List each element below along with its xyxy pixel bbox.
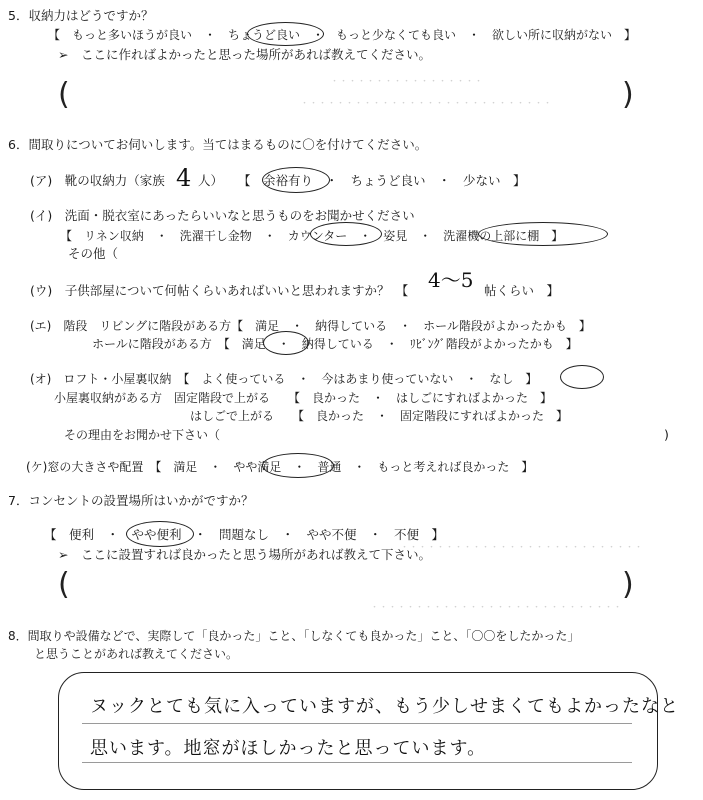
q6i-label: (イ) 洗面・脱衣室にあったらいいなと思うものをお聞かせください [30,208,415,223]
selected-circle [262,453,334,478]
q7-options: 【 便利 ・ やや便利 ・ 問題なし ・ やや不便 ・ 不便 】 [44,527,445,542]
q8-answer-box[interactable] [58,672,658,790]
q6o-close: ) [664,427,669,442]
answer-bracket-open: ( [58,567,70,602]
q5-sub: ➢ ここに作ればよかったと思った場所があれば教えてください。 [58,47,431,62]
q6i-options: 【 リネン収納 ・ 洗濯干し金物 ・ カウンター ・ 姿見 ・ 洗濯機の上部に棚 】 [60,229,564,243]
q6e-line2: ホールに階段がある方 【 満足 ・ 納得している ・ ﾘﾋﾞﾝｸﾞ階段がよかったかも 】 [92,337,578,351]
q5-title: 5．収納力はどうですか？ [8,8,154,23]
q7-answer-field[interactable] [80,575,610,595]
selected-circle [478,222,608,246]
q6o-line2: 小屋裏収納がある方 固定階段で上がる 【 良かった ・ はしごにすればよかった 】 [54,391,553,405]
answer-bracket-open: ( [58,77,70,112]
q6e-line1: (エ) 階段 リビングに階段がある方【 満足 ・ 納得している ・ ホール階段がよかったかも 】 [30,319,591,333]
q6u-answer: 4～5 [428,268,474,292]
q6ke-label: (ケ)窓の大きさや配置 【 満足 ・ やや満足 ・ 普通 ・ もっと考えれば良かった 】 [26,460,534,474]
selected-circle [247,22,324,46]
bleed-through-text: ・・・・・・・・・・・・・・・・・ [330,77,484,87]
q8-title: 8．間取りや設備などで、実際して「良かった」こと、「しなくても良かった」こと、「〇〇をしたかった」 [8,629,580,643]
bleed-through-text: ・・・・・・・・・・・・・・・・・・・・・・・・・・・ [400,543,644,553]
selected-circle [262,167,330,193]
q6a-options: 【 余裕有り ・ ちょうど良い ・ 少ない 】 [238,173,526,188]
q7-sub: ➢ ここに設置すれば良かったと思う場所があれば教えて下さい。 [58,547,431,562]
q6o-line1: (オ) ロフト・小屋裏収納 【 よく使っている ・ 今はあまり使っていない ・ なし 】 [30,372,538,386]
q6i-other: その他（ [68,246,119,261]
q6o-line4: その理由をお聞かせ下さい（ [64,428,221,442]
q6a-label: (ア) 靴の収納力（家族 [30,173,165,188]
answer-bracket-close: ) [622,77,634,112]
q5-options: 【 もっと多いほうが良い ・ ちょうど良い ・ もっと少なくても良い ・ 欲しい所に収納がない 】 [48,28,637,42]
answer-rule [82,762,632,763]
bleed-through-text: ・・・・・・・・・・・・・・・・・・・・・・・・・・・・ [300,99,553,109]
bleed-through-text: ・・・・・・・・・・・・・・・・・・・・・・・・・・・・ [370,603,623,613]
selected-circle [310,222,382,246]
q6-title: 6．間取りについてお伺いします。当てはまるものに〇を付けてください。 [8,137,428,152]
q8-title2: と思うことがあれば教えてください。 [34,647,239,661]
q8-answer-line1: ヌックとても気に入っていますが、もう少しせまくてもよかったなと [90,696,679,717]
selected-circle [126,521,194,547]
selected-circle [263,331,309,355]
selected-circle [560,365,604,389]
q8-answer-line2: 思います。地窓がほしかったと思っています。 [90,738,487,759]
answer-rule [82,723,632,724]
q6a-family-count: 4 [176,164,192,192]
q5-answer-field[interactable] [80,85,610,105]
q7-title: 7．コンセントの設置場所はいかがですか？ [8,493,254,508]
answer-bracket-close: ) [622,567,634,602]
q6u-label: (ウ) 子供部屋について何帖くらいあればいいと思われますか？ 【 [30,283,409,298]
q6a-suffix: 人） [198,173,224,188]
q6u-suffix: 帖くらい 】 [484,283,560,298]
q6o-line3: はしごで上がる 【 良かった ・ 固定階段にすればよかった 】 [190,409,569,423]
